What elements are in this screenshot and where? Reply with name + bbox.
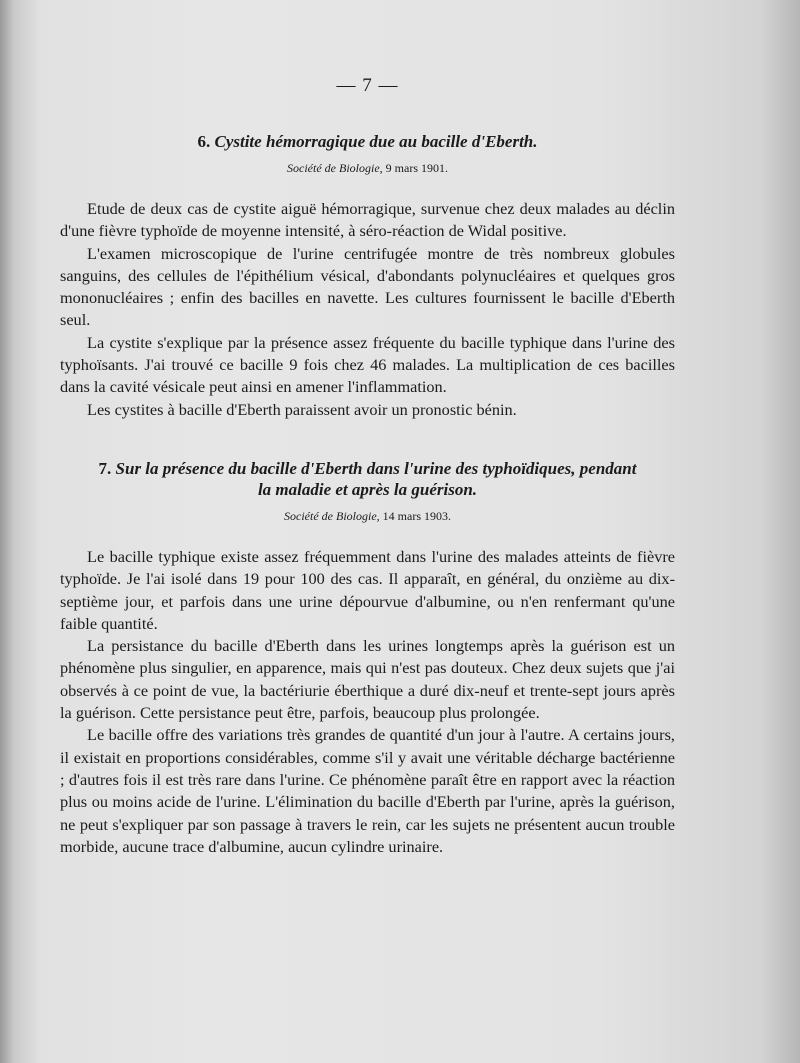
section-title-line-2: la maladie et après la guérison.	[257, 479, 478, 499]
section-title-line-1: Sur la présence du bacille d'Eberth dans l'urine des typhoïdiques, pendant	[115, 458, 637, 478]
paragraph: Le bacille offre des variations très grandes de quantité d'un jour à l'autre. A certains jours, il existait en proportions considérables, comme s'il y avait une véritable décharge bactérienne ; d'autres fois il est très rare dans l'urine. Ce phénomène paraît être en rapport avec la réaction plus ou moins acide de l'urine. L'élimination du bacille d'Eberth par l'urine, après la guérison, ne peut s'expliquer par son passage à travers le rein, car les sujets ne présentent aucun trouble morbide, aucune trace d'albumine, aucun cylindre urinaire.	[60, 725, 675, 856]
section-number: 7.	[98, 458, 112, 478]
publication-date: 14 mars 1903.	[382, 508, 451, 523]
section-title	[60, 131, 675, 152]
paragraph: La persistance du bacille d'Eberth dans les urines longtemps après la guérison est un phénomène plus singulier, en apparence, mais qui n'est pas douteux. Chez deux sujets que j'ai observés à ce point de vue, la bactériurie éberthique a duré dix-neuf et trente-sept jours après la guérison. Cette persistance peut être, parfois, beaucoup plus prolongée.	[60, 636, 675, 723]
section-title	[60, 458, 675, 500]
paragraph: L'examen microscopique de l'urine centrifugée montre de très nombreux globules sanguins, des cellules de l'épithélium vésical, d'abondants polynucléaires et quelques gros mononucléaires ; enfin des bacilles en navette. Les cultures fournissent le bacille d'Eberth seul.	[60, 243, 675, 330]
section-number: 6.	[197, 132, 211, 151]
page-number: — 7 —	[336, 75, 399, 96]
paragraph: Les cystites à bacille d'Eberth paraissent avoir un pronostic bénin.	[87, 399, 517, 419]
paragraph: Etude de deux cas de cystite aiguë hémorragique, survenue chez deux malades au déclin d'une fièvre typhoïde de moyenne intensité, à séro-réaction de Widal positive.	[60, 199, 675, 241]
publication-reference	[60, 509, 675, 524]
paragraph: La cystite s'explique par la présence assez fréquente du bacille typhique dans l'urine des typhoïsants. J'ai trouvé ce bacille 9 fois chez 46 malades. La multiplication de ces bacilles dans la cavité vésicale peut ainsi en amener l'inflammation.	[60, 332, 675, 397]
journal-name: Société de Biologie,	[287, 161, 383, 175]
journal-name: Société de Biologie,	[284, 508, 380, 523]
section-title-text: Cystite hémorragique due au bacille d'Eberth.	[214, 132, 538, 151]
publication-reference	[60, 161, 675, 176]
page-content	[60, 75, 675, 858]
paragraph: Le bacille typhique existe assez fréquemment dans l'urine des malades atteints de fièvre typhoïde. Je l'ai isolé dans 19 pour 100 des cas. Il apparaît, en général, du onzième au dix-septième jour, et parfois dans une urine dépourvue d'albumine, ou n'en renfermant qu'une faible quantité.	[60, 546, 675, 633]
section-7	[60, 458, 675, 858]
section-6	[60, 131, 675, 421]
publication-date: 9 mars 1901.	[385, 161, 448, 175]
